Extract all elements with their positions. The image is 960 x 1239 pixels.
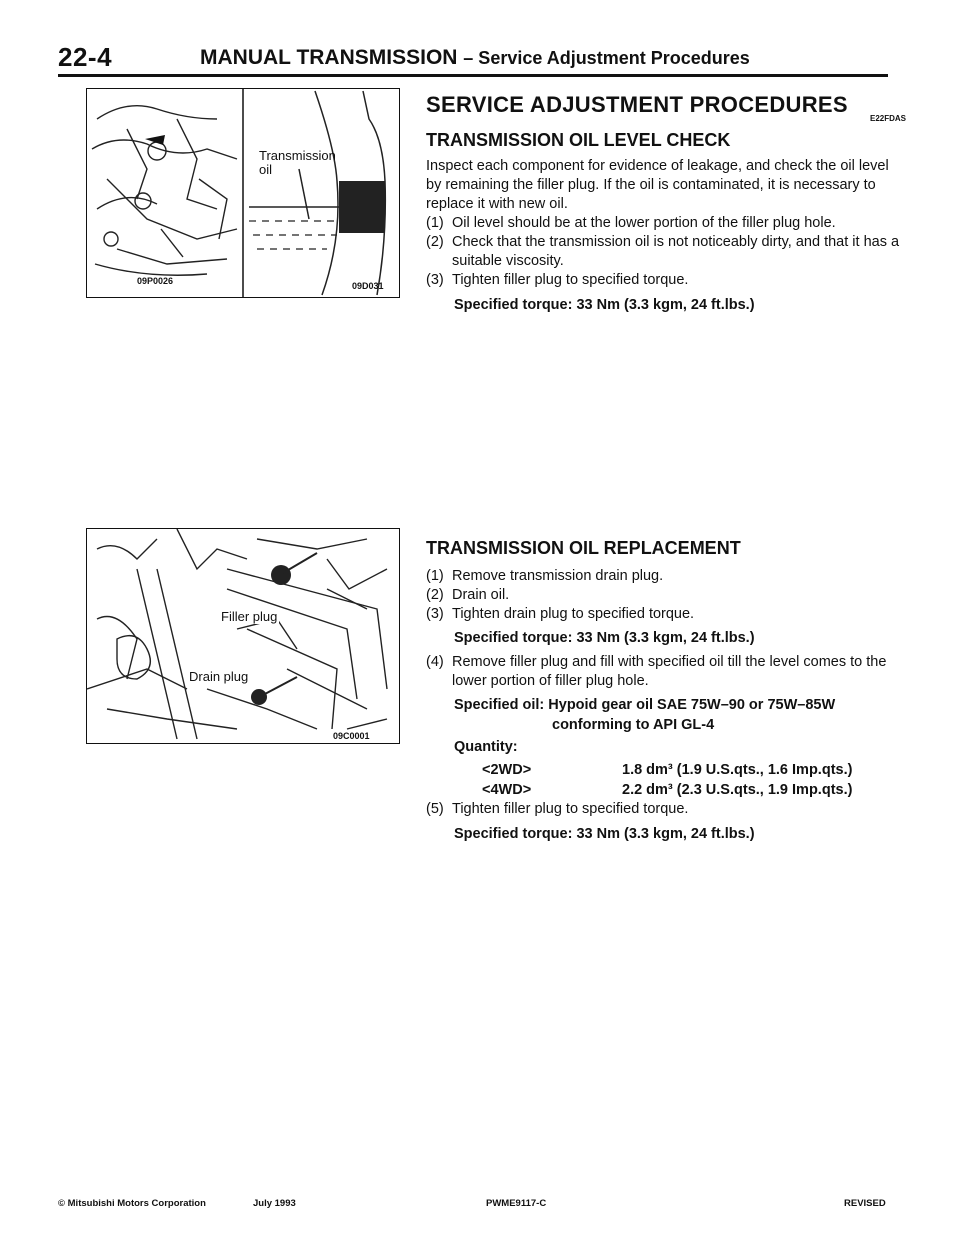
step <box>426 567 906 586</box>
quantity-value: 2.2 dm³ (2.3 U.S.qts., 1.9 Imp.qts.) <box>622 782 853 798</box>
main-title-block <box>426 92 906 123</box>
footer-date: July 1993 <box>253 1198 296 1209</box>
step-text: Tighten filler plug to specified torque. <box>452 801 689 817</box>
step-number: (5) <box>426 801 444 817</box>
section-oil-replacement <box>426 538 906 844</box>
step <box>426 233 906 271</box>
figure-code-right: 09D031 <box>352 281 384 291</box>
step-number: (2) <box>426 587 444 603</box>
step <box>426 653 906 691</box>
step-text: Check that the transmission oil is not noticeably dirty, and that it has a suitable viscosity. <box>452 234 900 269</box>
page-title: SERVICE ADJUSTMENT PROCEDURES <box>426 92 848 117</box>
step-number: (4) <box>426 654 444 670</box>
oil-spec-line2: conforming to API GL-4 <box>552 717 715 733</box>
figure-code: 09C0001 <box>333 731 370 741</box>
page-number: 22-4 <box>58 42 113 72</box>
label-transmission-oil: Transmission oil <box>259 148 336 177</box>
step-text: Remove transmission drain plug. <box>452 568 664 584</box>
step <box>426 605 906 624</box>
quantity-row <box>426 780 906 800</box>
section-oil-level-check <box>426 130 906 315</box>
step-text: Remove filler plug and fill with specified oil till the level comes to the lower portion of filler plug hole. <box>452 654 887 689</box>
section-heading: TRANSMISSION OIL REPLACEMENT <box>426 538 741 558</box>
section-heading: TRANSMISSION OIL LEVEL CHECK <box>426 130 731 150</box>
oil-spec <box>426 695 906 735</box>
oil-spec-line1: Hypoid gear oil SAE 75W–90 or 75W–85W <box>548 697 836 713</box>
torque-spec: Specified torque: 33 Nm (3.3 kgm, 24 ft.lbs.) <box>454 297 755 313</box>
step-text: Tighten filler plug to specified torque. <box>452 272 689 288</box>
footer-copyright: © Mitsubishi Motors Corporation <box>58 1198 206 1209</box>
oil-spec-label: Specified oil: <box>454 697 545 713</box>
step-number: (3) <box>426 606 444 622</box>
torque-spec: Specified torque: 33 Nm (3.3 kgm, 24 ft.lbs.) <box>454 826 755 842</box>
section-title <box>200 46 750 70</box>
document-code: E22FDAS <box>869 114 906 123</box>
quantity-label: Quantity: <box>454 739 518 755</box>
step-number: (1) <box>426 215 444 231</box>
footer-pub-code: PWME9117-C <box>486 1198 547 1209</box>
step-number: (1) <box>426 568 444 584</box>
torque-spec: Specified torque: 33 Nm (3.3 kgm, 24 ft.lbs.) <box>454 630 755 646</box>
footer-status: REVISED <box>844 1198 886 1209</box>
plug-location-illustration <box>87 529 399 743</box>
step-number: (3) <box>426 272 444 288</box>
section-name: MANUAL TRANSMISSION <box>200 46 458 69</box>
label-filler-plug: Filler plug <box>221 609 278 624</box>
figure-plug-locations <box>86 528 400 744</box>
quantity-row <box>426 760 906 780</box>
step-number: (2) <box>426 234 444 250</box>
label-drain-plug: Drain plug <box>189 669 249 684</box>
quantity-drive: <2WD> <box>482 762 532 778</box>
section-intro: Inspect each component for evidence of leakage, and check the oil level by remaining the filler plug. If the oil is contaminated, it is necessary to replace it with new oil. <box>426 158 889 212</box>
figure-oil-level-check <box>86 88 400 298</box>
figure-code-left: 09P0026 <box>137 276 174 286</box>
step <box>426 271 906 290</box>
step <box>426 586 906 605</box>
step-text: Tighten drain plug to specified torque. <box>452 606 695 622</box>
step-text: Oil level should be at the lower portion of the filler plug hole. <box>452 215 836 231</box>
subsection-name: – Service Adjustment Procedures <box>463 48 750 68</box>
quantity-value: 1.8 dm³ (1.9 U.S.qts., 1.6 Imp.qts.) <box>622 762 853 778</box>
page-header <box>58 40 888 77</box>
quantity-drive: <4WD> <box>482 782 532 798</box>
step <box>426 214 906 233</box>
step-text: Drain oil. <box>452 587 510 603</box>
step <box>426 800 906 819</box>
oil-level-illustration <box>87 89 399 297</box>
